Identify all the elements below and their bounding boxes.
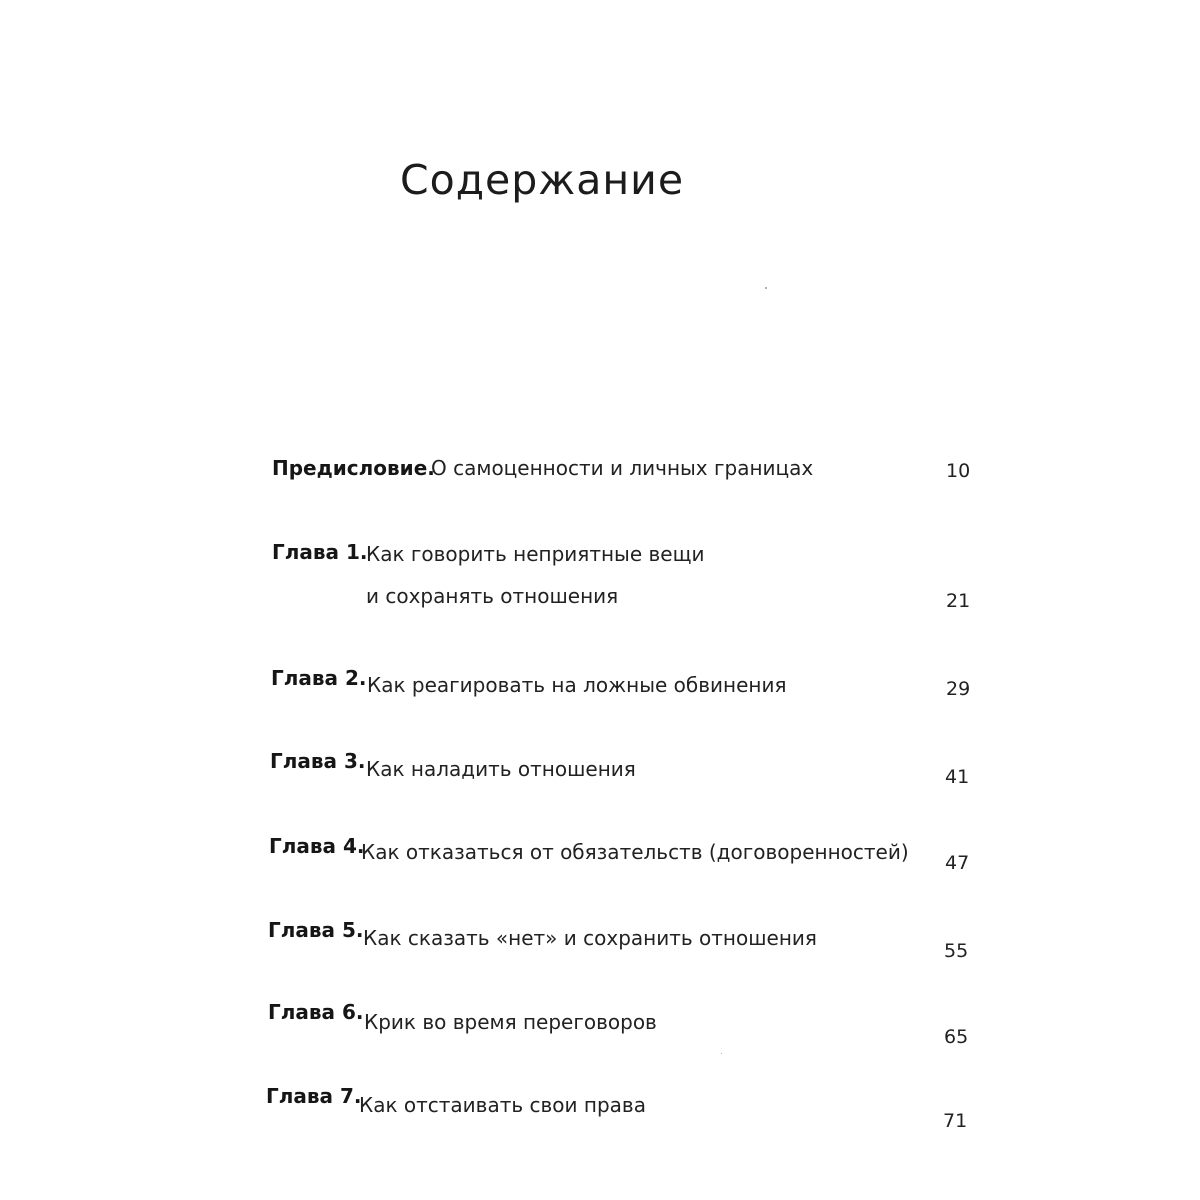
toc-entry-chapter-3[interactable]	[0, 746, 1200, 786]
entry-label: Предисловие.	[272, 456, 435, 480]
entry-page-number: 21	[946, 590, 971, 612]
entry-label: Глава 4.	[269, 834, 365, 858]
page-title: Содержание	[400, 156, 685, 204]
toc-entry-chapter-2[interactable]	[0, 664, 1200, 704]
entry-title: Как отстаивать свои права	[359, 1093, 646, 1117]
entry-page-number: 10	[946, 460, 971, 482]
toc-entry-chapter-5[interactable]	[0, 916, 1200, 962]
entry-title: Как сказать «нет» и сохранить отношения	[363, 926, 817, 950]
entry-title: Как отказаться от обязательств (договоренностей)	[361, 840, 909, 864]
entry-title: Как говорить неприятные вещи	[366, 542, 705, 566]
entry-label: Глава 2.	[271, 666, 367, 690]
entry-title: Крик во время переговоров	[364, 1010, 657, 1034]
entry-title-continued: и сохранять отношения	[366, 584, 619, 608]
toc-entry-preface[interactable]	[0, 452, 1200, 492]
entry-label: Глава 5.	[268, 918, 364, 942]
entry-label: Глава 6.	[268, 1000, 364, 1024]
entry-page-number: 29	[946, 678, 971, 700]
entry-label: Глава 7.	[266, 1084, 362, 1108]
toc-entry-chapter-4[interactable]	[0, 834, 1200, 874]
entry-title: О самоценности и личных границах	[431, 456, 814, 480]
entry-page-number: 65	[944, 1026, 969, 1048]
scan-speck	[765, 287, 767, 289]
toc-entry-chapter-7[interactable]	[0, 1084, 1200, 1132]
entry-title: Как наладить отношения	[366, 757, 636, 781]
entry-page-number: 47	[945, 852, 970, 874]
entry-page-number: 71	[943, 1110, 968, 1132]
entry-page-number: 41	[945, 766, 970, 788]
entry-label: Глава 3.	[270, 749, 366, 773]
toc-entry-chapter-1[interactable]	[0, 536, 1200, 616]
entry-label: Глава 1.	[272, 540, 368, 564]
scan-speck	[721, 1053, 722, 1054]
entry-page-number: 55	[944, 940, 969, 962]
entry-title: Как реагировать на ложные обвинения	[367, 673, 787, 697]
toc-entry-chapter-6[interactable]	[0, 1000, 1200, 1048]
